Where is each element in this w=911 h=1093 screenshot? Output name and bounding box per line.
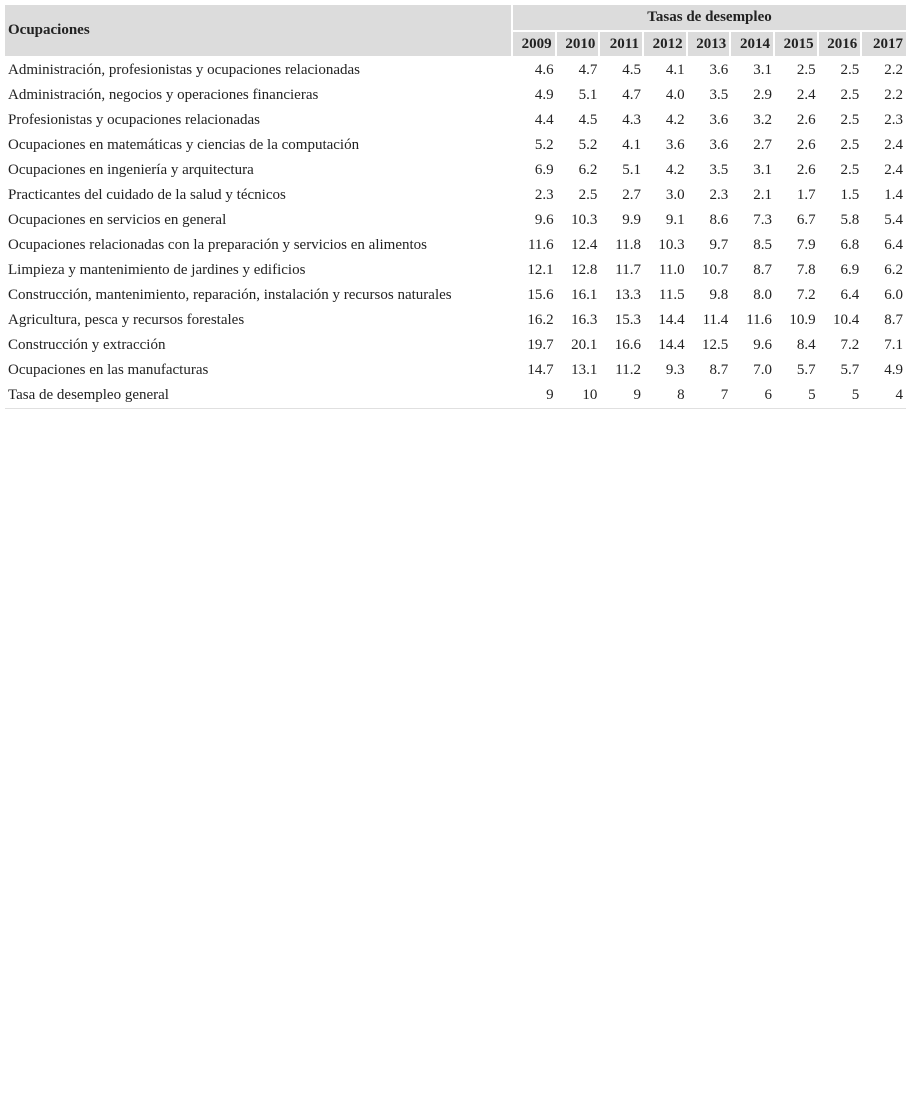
table-row [5, 83, 906, 108]
rate-cell: 4.7 [622, 87, 641, 103]
rate-cell: 8.6 [709, 212, 729, 228]
rate-cell: 5.1 [578, 87, 598, 103]
rate-cell: 16.3 [571, 312, 598, 328]
rate-cell: 6.9 [534, 162, 554, 178]
table-row [5, 208, 906, 233]
header-unemployment-rates: Tasas de desempleo [513, 5, 906, 32]
occupation-label: Agricultura, pesca y recursos forestales [8, 312, 245, 328]
occupation-label: Ocupaciones en ingeniería y arquitectura [8, 162, 254, 178]
rate-cell: 5.1 [622, 162, 641, 178]
table-row [5, 383, 906, 409]
rate-cell: 4.1 [665, 62, 685, 78]
rate-cell: 2.6 [796, 162, 816, 178]
rate-cell: 5.8 [840, 212, 860, 228]
rate-cell: 1.4 [884, 187, 903, 203]
rate-cell: 4.0 [665, 87, 685, 103]
occupation-label: Limpieza y mantenimiento de jardines y edificios [8, 262, 306, 278]
rate-cell: 4.2 [665, 112, 685, 128]
rate-cell: 2.9 [753, 87, 772, 103]
rate-cell: 1.7 [796, 187, 816, 203]
rate-cell: 15.3 [614, 312, 641, 328]
rate-cell: 9 [513, 383, 557, 409]
rate-cell: 2.5 [796, 62, 816, 78]
rate-cell: 13.3 [614, 287, 641, 303]
rate-cell: 19.7 [527, 337, 554, 353]
rate-cell: 8.7 [884, 312, 903, 328]
occupation-label: Construcción, mantenimiento, reparación, instalación y recursos naturales [8, 287, 452, 303]
rate-cell: 3.6 [709, 112, 729, 128]
rate-cell: 5.2 [578, 137, 598, 153]
rate-cell: 12.1 [527, 262, 554, 278]
rate-cell: 10.3 [658, 237, 685, 253]
rate-cell: 9 [600, 383, 644, 409]
occupation-label: Construcción y extracción [8, 337, 166, 353]
rate-cell: 16.6 [614, 337, 641, 353]
rate-cell: 7.1 [884, 337, 903, 353]
rate-cell: 2.5 [840, 112, 860, 128]
rate-cell: 4.9 [534, 87, 554, 103]
header-year: 2015 [775, 32, 819, 58]
rate-cell: 11.6 [527, 237, 554, 253]
rate-cell: 7.0 [753, 362, 772, 378]
rate-cell: 2.7 [753, 137, 772, 153]
rate-cell: 2.1 [753, 187, 772, 203]
occupation-label: Tasa de desempleo general [5, 383, 513, 409]
occupation-label: Ocupaciones relacionadas con la preparación y servicios en alimentos [8, 237, 427, 253]
rate-cell: 2.4 [884, 137, 903, 153]
table-row [5, 158, 906, 183]
table-row [5, 308, 906, 333]
table-row [5, 183, 906, 208]
rate-cell: 4.1 [622, 137, 641, 153]
rate-cell: 6.2 [884, 262, 903, 278]
rate-cell: 4.9 [884, 362, 903, 378]
rate-cell: 5 [819, 383, 863, 409]
rate-cell: 6.4 [884, 237, 903, 253]
rate-cell: 2.3 [884, 112, 903, 128]
occupation-label: Ocupaciones en matemáticas y ciencias de la computación [8, 137, 360, 153]
rate-cell: 7.9 [796, 237, 816, 253]
rate-cell: 8 [644, 383, 688, 409]
rate-cell: 4.7 [578, 62, 598, 78]
rate-cell: 9.7 [709, 237, 729, 253]
rate-cell: 10.9 [789, 312, 816, 328]
rate-cell: 4.4 [534, 112, 554, 128]
rate-cell: 14.4 [658, 337, 685, 353]
rate-cell: 7.2 [796, 287, 816, 303]
rate-cell: 8.7 [753, 262, 772, 278]
rate-cell: 10.4 [833, 312, 860, 328]
rate-cell: 2.3 [534, 187, 554, 203]
rate-cell: 7.3 [753, 212, 772, 228]
rate-cell: 20.1 [571, 337, 598, 353]
rate-cell: 3.1 [753, 162, 772, 178]
rate-cell: 14.4 [658, 312, 685, 328]
rate-cell: 5.2 [534, 137, 554, 153]
table-row [5, 283, 906, 308]
rate-cell: 4.5 [578, 112, 598, 128]
table-row [5, 58, 906, 83]
rate-cell: 11.5 [658, 287, 685, 303]
rate-cell: 2.3 [709, 187, 729, 203]
rate-cell: 7.2 [840, 337, 860, 353]
occupation-label: Administración, profesionistas y ocupaciones relacionadas [8, 62, 360, 78]
rate-cell: 3.2 [753, 112, 772, 128]
rate-cell: 6.0 [884, 287, 903, 303]
table-row [5, 358, 906, 383]
rate-cell: 6.8 [840, 237, 860, 253]
rate-cell: 2.5 [840, 162, 860, 178]
rate-cell: 1.5 [840, 187, 860, 203]
rate-cell: 2.7 [622, 187, 641, 203]
rate-cell: 9.3 [665, 362, 685, 378]
rate-cell: 12.4 [571, 237, 598, 253]
rate-cell: 4.3 [622, 112, 641, 128]
occupation-label: Profesionistas y ocupaciones relacionadas [8, 112, 261, 128]
rate-cell: 4.2 [665, 162, 685, 178]
table-row [5, 133, 906, 158]
rate-cell: 3.1 [753, 62, 772, 78]
occupation-label: Ocupaciones en las manufacturas [8, 362, 209, 378]
rate-cell: 16.1 [571, 287, 598, 303]
rate-cell: 2.6 [796, 112, 816, 128]
rate-cell: 4 [862, 383, 906, 409]
rate-cell: 3.5 [709, 87, 729, 103]
rate-cell: 2.2 [884, 62, 903, 78]
table-row [5, 108, 906, 133]
rate-cell: 2.4 [796, 87, 816, 103]
rate-cell: 3.5 [709, 162, 729, 178]
header-year: 2016 [819, 32, 863, 58]
header-occupations: Ocupaciones [5, 5, 513, 58]
header-year: 2012 [644, 32, 688, 58]
rate-cell: 16.2 [527, 312, 554, 328]
rate-cell: 11.8 [615, 237, 641, 253]
rate-cell: 5.4 [884, 212, 903, 228]
rate-cell: 2.5 [578, 187, 598, 203]
table-row [5, 258, 906, 283]
rate-cell: 4.6 [534, 62, 554, 78]
rate-cell: 5.7 [796, 362, 816, 378]
occupation-label: Administración, negocios y operaciones financieras [8, 87, 319, 103]
rate-cell: 8.4 [796, 337, 816, 353]
header-year: 2014 [731, 32, 775, 58]
header-year: 2011 [600, 32, 644, 58]
unemployment-table [5, 5, 906, 409]
rate-cell: 14.7 [527, 362, 554, 378]
rate-cell: 6.9 [840, 262, 860, 278]
rate-cell: 2.6 [796, 137, 816, 153]
rate-cell: 3.6 [665, 137, 685, 153]
rate-cell: 8.7 [709, 362, 729, 378]
rate-cell: 2.5 [840, 87, 860, 103]
rate-cell: 8.0 [753, 287, 772, 303]
rate-cell: 12.5 [702, 337, 729, 353]
rate-cell: 2.5 [840, 62, 860, 78]
rate-cell: 9.6 [534, 212, 554, 228]
rate-cell: 9.6 [753, 337, 772, 353]
rate-cell: 2.4 [884, 162, 903, 178]
header-year: 2017 [862, 32, 906, 58]
header-year: 2013 [688, 32, 732, 58]
rate-cell: 12.8 [571, 262, 598, 278]
rate-cell: 11.7 [615, 262, 641, 278]
rate-cell: 3.6 [709, 137, 729, 153]
occupation-label: Practicantes del cuidado de la salud y técnicos [8, 187, 286, 203]
rate-cell: 2.2 [884, 87, 903, 103]
rate-cell: 10 [557, 383, 601, 409]
rate-cell: 11.2 [615, 362, 641, 378]
header-year: 2010 [557, 32, 601, 58]
header-year: 2009 [513, 32, 557, 58]
rate-cell: 2.5 [840, 137, 860, 153]
rate-cell: 9.9 [622, 212, 641, 228]
rate-cell: 10.7 [702, 262, 729, 278]
rate-cell: 3.0 [665, 187, 685, 203]
rate-cell: 5 [775, 383, 819, 409]
rate-cell: 11.4 [702, 312, 729, 328]
table-row [5, 233, 906, 258]
rate-cell: 9.8 [709, 287, 729, 303]
rate-cell: 11.0 [658, 262, 685, 278]
table-row [5, 333, 906, 358]
rate-cell: 13.1 [571, 362, 598, 378]
rate-cell: 4.5 [622, 62, 641, 78]
rate-cell: 8.5 [753, 237, 772, 253]
occupation-label: Ocupaciones en servicios en general [8, 212, 227, 228]
rate-cell: 11.6 [746, 312, 772, 328]
rate-cell: 15.6 [527, 287, 554, 303]
rate-cell: 5.7 [840, 362, 860, 378]
rate-cell: 6.4 [840, 287, 860, 303]
rate-cell: 6 [731, 383, 775, 409]
rate-cell: 7.8 [796, 262, 816, 278]
rate-cell: 10.3 [571, 212, 598, 228]
rate-cell: 9.1 [665, 212, 685, 228]
rate-cell: 6.2 [578, 162, 598, 178]
rate-cell: 7 [688, 383, 732, 409]
rate-cell: 6.7 [796, 212, 816, 228]
rate-cell: 3.6 [709, 62, 729, 78]
